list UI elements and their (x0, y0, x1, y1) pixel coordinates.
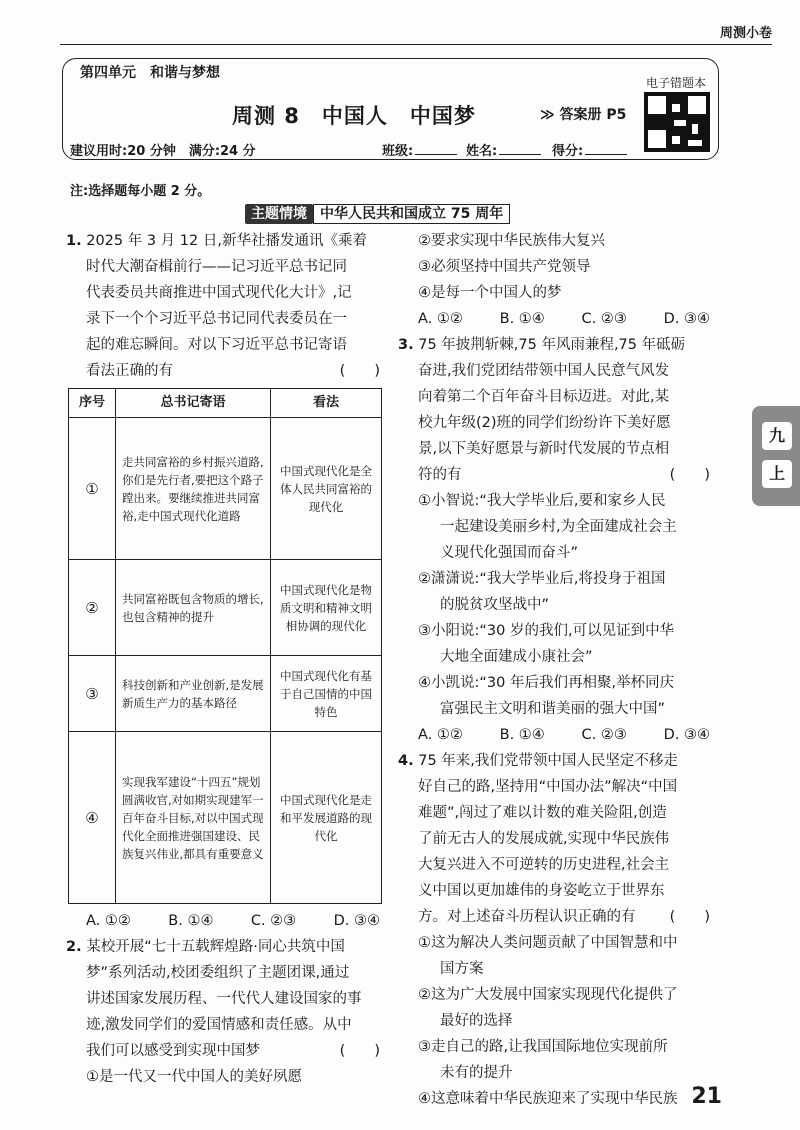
table-row: ① 走共同富裕的乡村振兴道路,你们是先行者,要把这个路子蹚出来。要继续推进共同富裕,走中国式现代化道路 中国式现代化是全体人民共同富裕的现代化 (69, 418, 382, 560)
scoring-note: 注:选择题每小题 2 分。 (70, 184, 211, 199)
right-column (398, 228, 716, 1112)
choice-c[interactable]: C. ②③ (250, 913, 297, 929)
grade-side-tab (752, 406, 800, 506)
q3-choices (398, 722, 716, 748)
score-field: 得分: (552, 140, 627, 159)
choice-d[interactable]: D. ③④ (333, 913, 380, 929)
table-header: 看法 (271, 389, 382, 418)
choice-a[interactable]: A. ①② (418, 311, 463, 327)
answer-paren: ( ) (669, 467, 710, 483)
theme-topic: 中华人民共和国成立 75 周年 (313, 204, 510, 224)
section-tab-label: 周测小卷 (719, 26, 772, 41)
page-title: 周测 8 中国人 中国梦 (232, 104, 476, 128)
option-item: ①小智说:“我大学毕业后,要和家乡人民 一起建设美丽乡村,为全面建成社会主 义现代化强国而奋斗” (418, 493, 677, 561)
q1-choices (66, 908, 386, 934)
question-2: 2. 某校开展“七十五载辉煌路·同心共筑中国 梦”系列活动,校团委组织了主题团课,通过 讲述国家发展历程、一代代人建设国家的事 迹,激发同学们的爱国情感和责任感。从中 我们可以感受到实现中国梦 ( ) ①是一代又一代中国人的美好夙愿 (66, 934, 386, 1090)
top-rule (60, 44, 772, 45)
option-item: ③走自己的路,让我国国际地位实现前所 未有的提升 (418, 1039, 668, 1081)
question-4: 4. 75 年来,我们党带领中国人民坚定不移走 好自己的路,坚持用“中国办法”解决“中国 难题”,闯过了难以计数的难关险阻,创造 了前无古人的发展成就,实现中华民族伟 大复兴进入不可逆转的历史进程,社会主 义中国以更加雄伟的身姿屹立于世界东 方。对上述奋斗历程认识正确的有 ( ) ①这为解决人类问题贡献了中国智慧和中 国方案 ②这为广大发展中国家实现现代化提供了 最好的选择 ③走自己的路,让我国国际地位实现前所 未有的提升 ④这意味着中华民族迎来了实现中华民族 (398, 748, 716, 1112)
name-field: 姓名: (466, 140, 541, 159)
choice-d[interactable]: D. ③④ (663, 311, 710, 327)
qr-label: 电子错题本 (646, 76, 707, 90)
choice-b[interactable]: B. ①④ (168, 913, 214, 929)
choice-c[interactable]: C. ②③ (581, 311, 627, 327)
choice-b[interactable]: B. ①④ (499, 311, 545, 327)
theme-banner (245, 204, 510, 224)
option-item: ②潇潇说:“我大学毕业后,将投身于祖国 的脱贫攻坚战中” (418, 571, 666, 613)
choice-a[interactable]: A. ①② (418, 727, 463, 743)
page-number: 21 (691, 1084, 722, 1109)
choice-c[interactable]: C. ②③ (581, 727, 627, 743)
option-item: ④小凯说:“30 年后我们再相聚,举杯同庆 富强民主文明和谐美丽的强大中国” (418, 675, 675, 717)
class-field: 班级: (382, 140, 457, 159)
option-item: ④是每一个中国人的梦 (418, 285, 562, 301)
choice-a[interactable]: A. ①② (86, 913, 131, 929)
option-item: ②这为广大发展中国家实现现代化提供了 最好的选择 (418, 987, 678, 1029)
answer-reference: ≫ 答案册 P5 (540, 107, 627, 123)
option-item: ①这为解决人类问题贡献了中国智慧和中 国方案 (418, 935, 678, 977)
table-header: 总书记寄语 (116, 389, 271, 418)
answer-paren: ( ) (669, 909, 710, 925)
answer-paren: ( ) (339, 1043, 380, 1059)
time-score-info: 建议用时:20 分钟 满分:24 分 (70, 144, 256, 159)
qr-code-icon[interactable] (644, 92, 710, 152)
table-row: ② 共同富裕既包含物质的增长,也包含精神的提升 中国式现代化是物质文明和精神文明相协调的现代化 (69, 560, 382, 656)
q2-choices (398, 306, 716, 332)
theme-tag: 主题情境 (245, 204, 313, 224)
side-tab-char: 上 (762, 460, 792, 488)
option-item: ①是一代又一代中国人的美好夙愿 (86, 1069, 302, 1085)
question-1: 1. 2025 年 3 月 12 日,新华社播发通讯《乘着 时代大潮奋楫前行——记习近平总书记同 代表委员共商推进中国式现代化大计》,记 录下一个个习近平总书记同代表委员在一 起的难忘瞬间。对以下习近平总书记寄语 看法正确的有 ( ) 序号 总书记寄语 看法 ① 走共同富裕的乡村振兴道路,你们是先行者,要把这个路子蹚出来。要继续推进共同富裕,走中国式现代化道路 中国式现代化是全体人民共同富裕的现代化 ② 共同富裕既包含物质的增长,也包含精神的提升 中国式现代化是物质文明和精神文明相协调的现代化 ③ 科技创新和产业创新,是发展新质生产力的基本路径 中国式现代化有基于自己国情的中国特色 ④ 实现我军建设“十四五”规划圆满收官,对如期实现建军一百年奋斗目标,对以中国式现代化全面推进强国建设、民族复兴伟业,都具有重要意义 中国式现代化是走和平发展道路的现代化 A. ①② B. ①④ C. ②③ D. ③④ (66, 228, 386, 934)
question-3: 3. 75 年披荆斩棘,75 年风雨兼程,75 年砥砺 奋进,我们党团结带领中国人民意气风发 向着第二个百年奋斗目标迈进。对此,某 校九年级(2)班的同学们纷纷许下美好愿 景,以下美好愿景与新时代发展的节点相 符的有 ( ) ①小智说:“我大学毕业后,要和家乡人民 一起建设美丽乡村,为全面建成社会主 义现代化强国而奋斗” ②潇潇说:“我大学毕业后,将投身于祖国 的脱贫攻坚战中” ③小阳说:“30 岁的我们,可以见证到中华 大地全面建成小康社会” ④小凯说:“30 年后我们再相聚,举杯同庆 富强民主文明和谐美丽的强大中国” A. ①② B. ①④ C. ②③ D. ③④ (398, 332, 716, 748)
table-row: ③ 科技创新和产业创新,是发展新质生产力的基本路径 中国式现代化有基于自己国情的中国特色 (69, 656, 382, 732)
answer-paren: ( ) (339, 363, 380, 379)
option-item: ③小阳说:“30 岁的我们,可以见证到中华 大地全面建成小康社会” (418, 623, 675, 665)
unit-label: 第四单元 和谐与梦想 (76, 62, 224, 82)
choice-d[interactable]: D. ③④ (663, 727, 710, 743)
left-column (66, 228, 386, 1090)
q1-table (68, 388, 382, 904)
option-item: ④这意味着中华民族迎来了实现中华民族 (418, 1091, 678, 1107)
option-item: ②要求实现中华民族伟大复兴 (418, 233, 605, 249)
option-item: ③必须坚持中国共产党领导 (418, 259, 591, 275)
table-header: 序号 (69, 389, 116, 418)
choice-b[interactable]: B. ①④ (499, 727, 545, 743)
table-row: ④ 实现我军建设“十四五”规划圆满收官,对如期实现建军一百年奋斗目标,对以中国式现代化全面推进强国建设、民族复兴伟业,都具有重要意义 中国式现代化是走和平发展道路的现代化 (69, 732, 382, 904)
side-tab-char: 九 (762, 422, 792, 450)
